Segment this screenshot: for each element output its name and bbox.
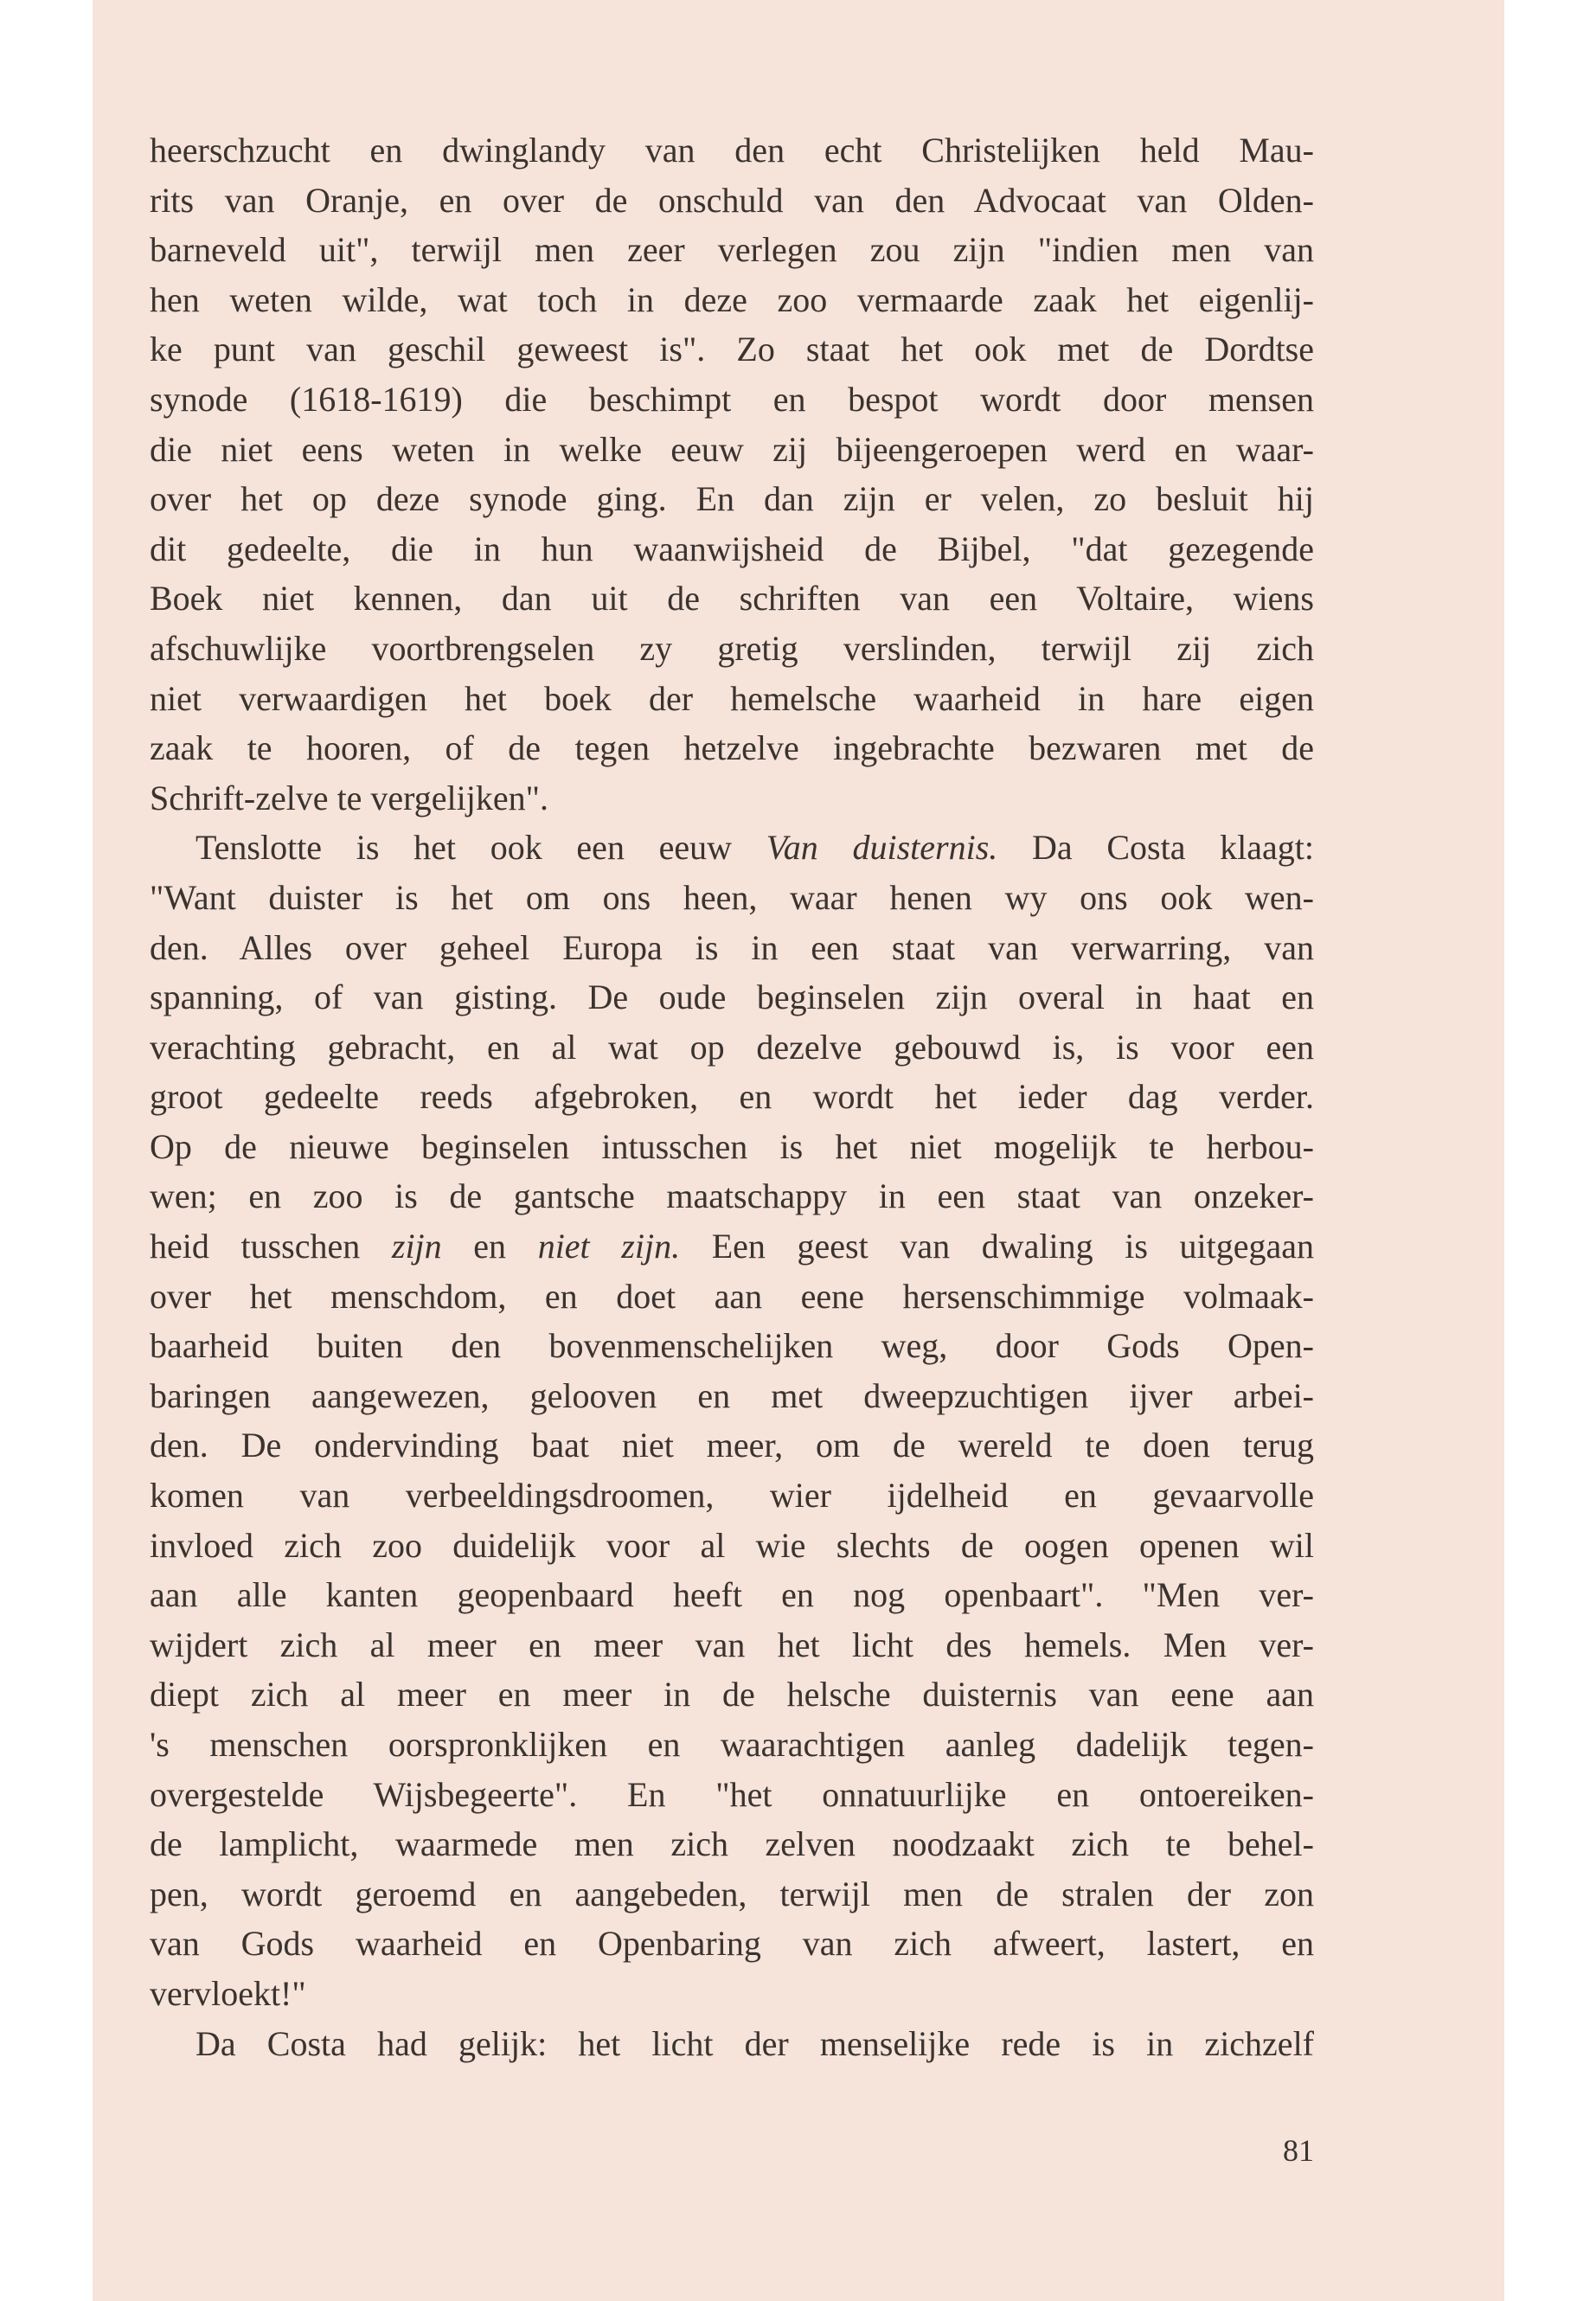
- text-line: [150, 723, 1314, 773]
- text-segment: Schrift-zelve te vergelijken".: [150, 778, 548, 817]
- text-segment: overgestelde Wijsbegeerte". En "het onnatuurlijke en ontoereiken-: [150, 1774, 1314, 1814]
- text-line: [150, 1272, 1314, 1322]
- text-line: [150, 1919, 1314, 1969]
- text-line: [150, 1969, 1314, 2019]
- text-segment: Op de nieuwe beginselen intusschen is het niet mogelijk te herbou-: [150, 1126, 1314, 1166]
- text-line: [150, 574, 1314, 624]
- text-segment: Da Costa klaagt:: [997, 828, 1315, 868]
- text-segment: spanning, of van gisting. De oude beginselen zijn overal in haat en: [150, 977, 1314, 1017]
- text-line: [150, 1521, 1314, 1571]
- text-segment: heerschzucht en dwinglandy van den echt Christelijken held Mau-: [150, 131, 1314, 170]
- text-segment: "Want duister is het om ons heen, waar henen wy ons ook wen-: [150, 877, 1314, 917]
- text-segment: hen weten wilde, wat toch in deze zoo vermaarde zaak het eigenlij-: [150, 279, 1314, 319]
- text-segment: 's menschen oorspronklijken en waarachtigen aanleg dadelijk tegen-: [150, 1725, 1314, 1764]
- text-segment: komen van verbeeldingsdroomen, wier ijdelheid en gevaarvolle: [150, 1476, 1314, 1516]
- text-segment: baringen aangewezen, gelooven en met dweepzuchtigen ijver arbei-: [150, 1375, 1314, 1415]
- text-line: [150, 1171, 1314, 1221]
- text-segment: baarheid buiten den bovenmenschelijken weg, door Gods Open-: [150, 1326, 1314, 1366]
- text-segment: niet verwaardigen het boek der hemelsche waarheid in hare eigen: [150, 678, 1314, 718]
- text-line: [150, 1221, 1314, 1272]
- text-segment: heid tusschen: [150, 1227, 392, 1266]
- text-line: [150, 1022, 1314, 1073]
- text-line: [150, 125, 1314, 176]
- text-line: [150, 873, 1314, 923]
- text-line: [150, 1670, 1314, 1720]
- text-line: [150, 1122, 1314, 1172]
- text-segment: van Gods waarheid en Openbaring van zich afweert, lastert, en: [150, 1924, 1314, 1964]
- text-segment: Da Costa had gelijk: het licht der menselijke rede is in zichzelf: [195, 2023, 1314, 2063]
- text-segment: rits van Oranje, en over de onschuld van den Advocaat van Olden-: [150, 180, 1314, 220]
- text-line: [150, 1072, 1314, 1122]
- text-segment: den. Alles over geheel Europa is in een staat van verwarring, van: [150, 927, 1314, 967]
- text-line: [150, 823, 1314, 873]
- text-line: [150, 674, 1314, 724]
- text-segment: wen; en zoo is de gantsche maatschappy in een staat van onzeker-: [150, 1176, 1314, 1216]
- text-line: [150, 1570, 1314, 1620]
- text-line: [150, 2019, 1314, 2069]
- text-segment: den. De ondervinding baat niet meer, om de wereld te doen terug: [150, 1426, 1314, 1465]
- text-segment: over het menschdom, en doet aan eene hersenschimmige volmaak-: [150, 1276, 1314, 1316]
- text-line: [150, 1620, 1314, 1670]
- text-line: [150, 624, 1314, 674]
- text-segment: verachting gebracht, en al wat op dezelve gebouwd is, is voor een: [150, 1027, 1314, 1067]
- text-segment: synode (1618-1619) die beschimpt en bespot wordt door mensen: [150, 379, 1314, 419]
- text-line: [150, 972, 1314, 1022]
- text-line: [150, 1869, 1314, 1920]
- text-line: [150, 176, 1314, 226]
- text-line: [150, 375, 1314, 425]
- text-segment: dit gedeelte, die in hun waanwijsheid de Bijbel, "dat gezegende: [150, 529, 1314, 568]
- italic-text: niet zijn.: [537, 1227, 681, 1266]
- text-segment: de lamplicht, waarmede men zich zelven noodzaakt zich te behel-: [150, 1824, 1314, 1864]
- text-line: [150, 773, 1314, 824]
- page-number: 81: [1283, 2133, 1314, 2168]
- text-line: [150, 1321, 1314, 1371]
- text-segment: groot gedeelte reeds afgebroken, en wordt het ieder dag verder.: [150, 1077, 1314, 1117]
- text-segment: zaak te hooren, of de tegen hetzelve ingebrachte bezwaren met de: [150, 728, 1314, 768]
- italic-text: Van duisternis.: [766, 828, 998, 868]
- text-segment: en: [441, 1227, 538, 1266]
- text-line: [150, 275, 1314, 325]
- text-line: [150, 1720, 1314, 1770]
- text-line: [150, 1819, 1314, 1869]
- text-line: [150, 923, 1314, 973]
- text-segment: Boek niet kennen, dan uit de schriften van een Voltaire, wiens: [150, 579, 1314, 619]
- text-line: [150, 1420, 1314, 1471]
- text-segment: pen, wordt geroemd en aangebeden, terwijl men de stralen der zon: [150, 1874, 1314, 1913]
- text-segment: ke punt van geschil geweest is". Zo staat het ook met de Dordtse: [150, 330, 1314, 369]
- text-line: [150, 1371, 1314, 1421]
- text-segment: Een geest van dwaling is uitgegaan: [680, 1227, 1314, 1266]
- body-text: [150, 125, 1314, 2068]
- text-segment: die niet eens weten in welke eeuw zij bijeengeroepen werd en waar-: [150, 429, 1314, 469]
- text-line: [150, 324, 1314, 375]
- text-segment: vervloekt!": [150, 1973, 306, 2013]
- text-line: [150, 1770, 1314, 1820]
- text-segment: barneveld uit", terwijl men zeer verlegen zou zijn "indien men van: [150, 230, 1314, 270]
- text-line: [150, 1471, 1314, 1521]
- italic-text: zijn: [391, 1227, 442, 1266]
- text-line: [150, 474, 1314, 524]
- text-segment: afschuwlijke voortbrengselen zy gretig verslinden, terwijl zij zich: [150, 628, 1314, 668]
- text-segment: Tenslotte is het ook een eeuw: [195, 828, 766, 868]
- text-segment: aan alle kanten geopenbaard heeft en nog openbaart". "Men ver-: [150, 1575, 1314, 1615]
- text-line: [150, 524, 1314, 574]
- text-line: [150, 425, 1314, 475]
- text-segment: invloed zich zoo duidelijk voor al wie slechts de oogen openen wil: [150, 1525, 1314, 1565]
- text-line: [150, 225, 1314, 275]
- text-segment: wijdert zich al meer en meer van het licht des hemels. Men ver-: [150, 1625, 1314, 1664]
- text-segment: over het op deze synode ging. En dan zijn er velen, zo besluit hij: [150, 479, 1314, 519]
- text-segment: diept zich al meer en meer in de helsche duisternis van eene aan: [150, 1675, 1314, 1715]
